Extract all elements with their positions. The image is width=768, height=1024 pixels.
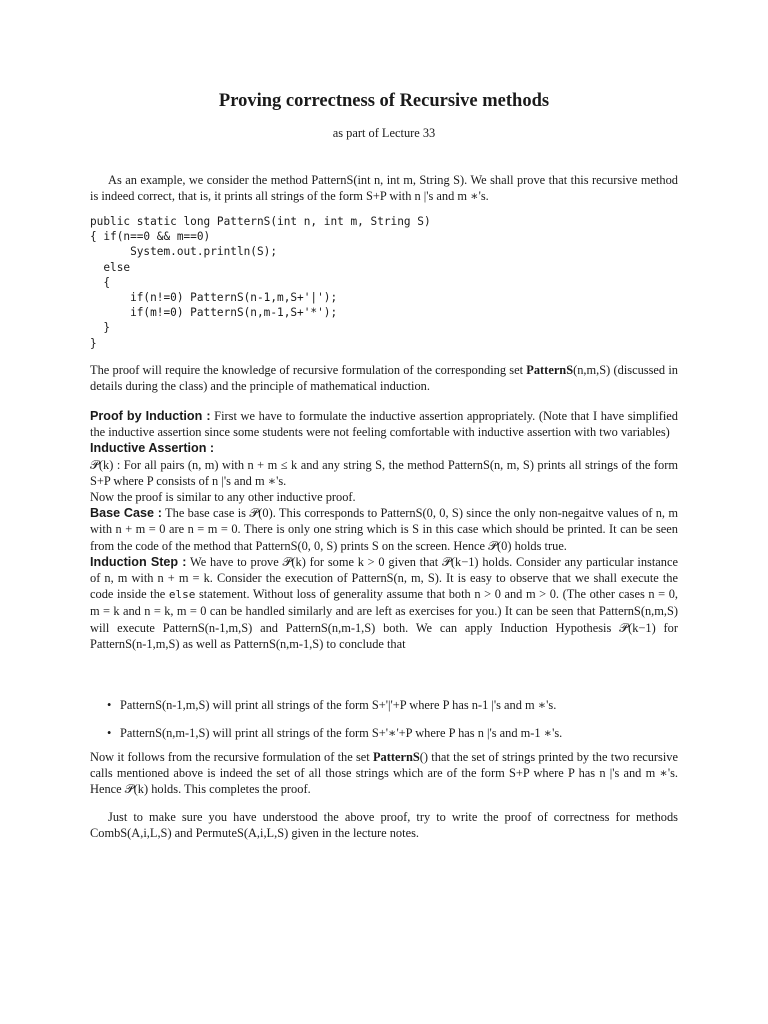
knowledge-term: PatternS xyxy=(526,363,574,377)
code-line: if(n!=0) PatternS(n-1,m,S+'|'); xyxy=(90,291,338,305)
else-keyword: else xyxy=(168,588,196,602)
bullet-list xyxy=(90,697,678,747)
proof-intro-text: First we have to formulate the inductive assertion appropriately. (Note that I have simplified the inductive assertion since some students were not feeling comfortable with inductive assertion with two variables) xyxy=(90,409,678,440)
assertion-text: 𝒫(k) : For all pairs (n, m) with n + m ≤ k and any string S, the method PatternS(n, m, S) prints all strings of the form S+P where P consists of n |'s and m ∗'s. xyxy=(90,457,678,488)
code-line: public static long PatternS(int n, int m, String S) xyxy=(90,215,431,228)
proof-intro xyxy=(90,408,678,440)
proof-section xyxy=(90,408,678,652)
assertion-label: Inductive Assertion : xyxy=(90,441,215,456)
code-line: } xyxy=(90,321,111,335)
code-line: { if(n==0 && m==0) xyxy=(90,230,211,244)
base-case-label: Base Case : xyxy=(90,506,162,521)
conclusion-paragraph xyxy=(90,749,678,798)
induction-step-text-b: statement. Without loss of generality assume that both n > 0 and m > 0. (The other cases n = 0, m = k and n = k, m = 0 can be handled similarly and are left as exercises for you.) It can be seen that PatternS(n,m,S) will execute PatternS(n-1,m,S) and PatternS(n,m-1,S) both. We can apply Induction Hypothesis 𝒫(k−1) for PatternS(n-1,m,S) as well as PatternS(n,m-1,S) to conclude that xyxy=(90,587,679,651)
base-case xyxy=(90,505,678,554)
intro-paragraph: As an example, we consider the method PatternS(int n, int m, String S). We shall prove that this recursive method is indeed correct, that is, it prints all strings of the form S+P with n |'s and m ∗'s. xyxy=(90,173,678,204)
code-line: } xyxy=(90,336,97,350)
conclusion-text-after: () that the set of strings printed by the two recursive calls mentioned above is indeed the set of all those strings which are of the form S+P where P has n |'s and m ∗'s. Hence 𝒫(k) holds. This completes the proof. xyxy=(90,750,678,797)
induction-step xyxy=(90,554,678,652)
code-line: else xyxy=(90,260,131,274)
conclusion-text-before: Now it follows from the recursive formulation of the set xyxy=(90,750,373,764)
page-subtitle: as part of Lecture 33 xyxy=(332,126,436,140)
code-line: System.out.println(S); xyxy=(90,245,278,259)
similar-text: Now the proof is similar to any other inductive proof. xyxy=(90,490,356,505)
induction-step-text-a: We have to prove 𝒫(k) for some k > 0 given that 𝒫(k−1) holds. Consider any particular instance of n, m with n + m = k. Consider the execution of PatternS(n, m, S). It is easy to observe that we shall execute the code inside the xyxy=(90,554,678,602)
exercise-paragraph: Just to make sure you have understood the above proof, try to write the proof of correctness for methods CombS(A,i,L,S) and PermuteS(A,i,L,S) given in the lecture notes. xyxy=(90,810,678,841)
list-item: • PatternS(n,m-1,S) will print all strings of the form S+'∗'+P where P has n |'s and m-1 ∗'s. xyxy=(90,725,678,741)
page-title: Proving correctness of Recursive methods xyxy=(218,91,550,111)
knowledge-text-before: The proof will require the knowledge of recursive formulation of the corresponding set xyxy=(90,363,527,377)
code-block xyxy=(90,214,678,351)
conclusion-term: PatternS xyxy=(372,750,420,764)
knowledge-text-after: (n,m,S) (discussed in details during the class) and the principle of mathematical induction. xyxy=(90,363,678,394)
induction-step-label: Induction Step : xyxy=(90,554,187,569)
proof-label: Proof by Induction : xyxy=(90,409,211,423)
list-item: • PatternS(n-1,m,S) will print all strings of the form S+'|'+P where P has n-1 |'s and m ∗'s. xyxy=(90,697,678,713)
knowledge-paragraph xyxy=(90,362,678,394)
code-line: { xyxy=(90,275,111,289)
code-line: if(m!=0) PatternS(n,m-1,S+'*'); xyxy=(90,306,338,320)
base-case-text: The base case is 𝒫(0). This corresponds to PatternS(0, 0, S) since the only non-negaitve values of n, m with n + m = 0 are n = m = 0. There is only one string which is S in this case which should be printed. It can be seen from the code of the method that PatternS(0, 0, S) prints S on the screen. Hence 𝒫(0) holds true. xyxy=(90,506,678,553)
